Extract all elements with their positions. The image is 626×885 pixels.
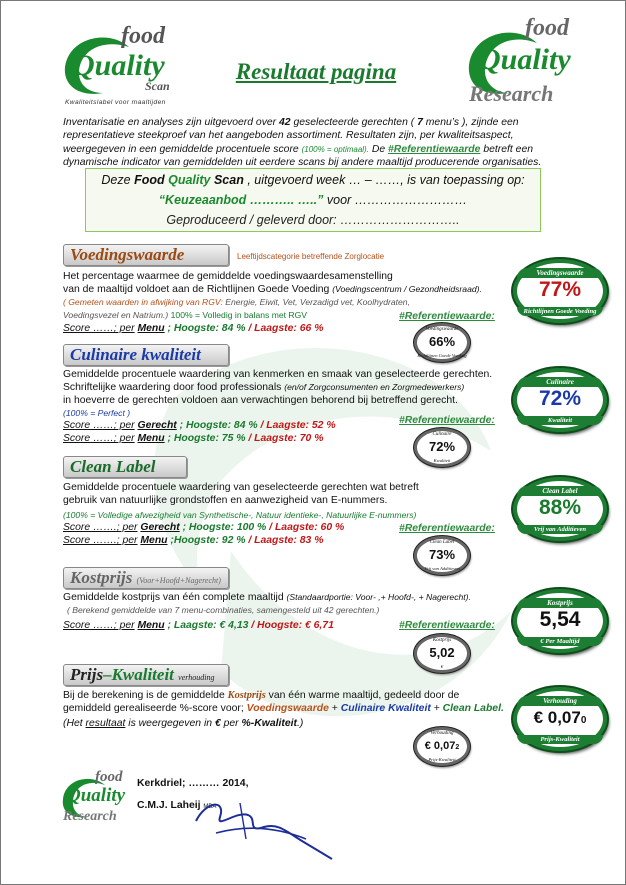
- scope-box: Deze Food Quality Scan , uitgevoerd week … – ……, is van toepassing op: “Keuzeaanbod ……….. …..” voor ……………………… Geproduceerd / geleverd door: ………………………..: [85, 168, 541, 232]
- section-header-kostprijs: Kostprijs (Voor+Hoofd+Nagerecht): [63, 567, 229, 589]
- section-header-prijs-kwaliteit: Prijs–Kwaliteit verhouding: [63, 664, 229, 686]
- clean-score-menu: Score …….; per Menu ;Hoogste: 92 % / Laagste: 83 %: [63, 535, 324, 546]
- reference-badge-clean: Clean Label 73% Vrij van Additieven: [414, 536, 470, 575]
- culinair-score-gerecht: Score ……; per Gerecht ; Hoogste: 84 % / Laagste: 52 %: [63, 420, 336, 431]
- section-header-culinaire-kwaliteit: Culinaire kwaliteit: [63, 344, 229, 366]
- logo-quality-text: Quality: [67, 785, 126, 806]
- referentiewaarde-label: #Referentiewaarde:: [399, 311, 495, 322]
- score-badge-kostprijs: Kostprijs 5,54 € Per Maaltijd: [513, 589, 607, 653]
- clean-text: Gemiddelde procentuele waardering van geselecteerde gerechten wat betreft gebruik van natuurlijke grondstoffen en aanwezigheid van E-nummers. (100% = Volledige afwezigheid van Synthetische-, Natuur identieke-, Natuurlijke E-nummers): [63, 482, 419, 520]
- logo-quality-text: Quality: [479, 43, 571, 76]
- prijs-kwaliteit-text: Bij de berekening is de gemiddelde Kostprijs van één warme maaltijd, gedeeld door de gemiddeld gerealiseerde %-score voor; Voedingswaarde + Culinaire Kwaliteit + Clean Label. (Het resultaat is weergegeven in € per %-Kwaliteit.): [63, 690, 504, 729]
- logo-quality-text: Quality: [73, 49, 165, 82]
- score-badge-culinaire-kwaliteit: Culinaire 72% Kwaliteit: [513, 368, 607, 432]
- reference-badge-kostprijs: Kostprijs 5,02 €: [414, 634, 470, 673]
- logo-scan-text: Scan: [145, 79, 170, 93]
- referentiewaarde-label: #Referentiewaarde:: [399, 415, 495, 426]
- culinair-score-menu: Score ……; per Menu ; Hoogste: 75 % / Laagste: 70 %: [63, 433, 324, 444]
- referentiewaarde-label: #Referentiewaarde:: [399, 620, 495, 631]
- score-badge-voedingswaarde: Voedingswaarde 77% Richtlijnen Goede Voeding: [513, 259, 607, 323]
- intro-paragraph: Inventarisatie en analyses zijn uitgevoerd over 42 geselecteerde gerechten ( 7 menu’s ), zijnde een representatieve steekproef van het aangeboden assortiment. Resultaten zijn, per kwaliteitsaspect, weergegeven in een gemiddelde procentuele score (100% = optimaal). De #Referentiewaarde betreft een dynamische indicator van gemiddelden uit eerdere scans bij andere maaltijd producerende organisaties.: [63, 117, 542, 169]
- signatory-name: C.M.J. Laheij MBA: [137, 800, 217, 811]
- referentiewaarde-label: #Referentiewaarde: [388, 143, 481, 155]
- reference-badge-prijs-kwaliteit: Verhouding € 0,072 Prijs-Kwaliteit: [414, 727, 470, 766]
- referentiewaarde-label: #Referentiewaarde:: [399, 523, 495, 534]
- voeding-text: Het percentage waarmee de gemiddelde voedingswaardesamenstelling van de maaltijd voldoet aan de Richtlijnen Goede Voeding (Voedingscentrum / Gezondheidsraad). ( Gemeten waarden in afwijking van RGV: Energie, Eiwit, Vet, Verzadigd vet, Koolhydraten, Voedingsvezel en Natrium.) 100% = Volledig in balans met RGV: [63, 271, 482, 320]
- logo-tagline: Kwaliteitslabel voor maaltijden: [65, 99, 166, 106]
- score-badge-clean-label: Clean Label 88% Vrij van Additieven: [513, 477, 607, 541]
- food-quality-scan-logo: [59, 23, 199, 111]
- page-title: Resultaat pagina: [235, 59, 397, 84]
- logo-food-text: food: [525, 15, 569, 41]
- section-header-voedingswaarde: Voedingswaarde: [63, 244, 229, 266]
- logo-food-text: food: [121, 23, 165, 49]
- section-subtitle: Leeftijdscategorie betreffende Zorglocatie: [237, 252, 385, 261]
- score-badge-prijs-kwaliteit: Verhouding € 0,070 Prijs-Kwaliteit: [513, 687, 607, 751]
- voeding-score-menu: Score ……; per Menu ; Hoogste: 84 % / Laagste: 66 %: [63, 323, 324, 334]
- reference-badge-voeding: Voedingswaarde 66% Richtlijnen Goede Voeding: [414, 323, 470, 362]
- logo-research-text: Research: [469, 81, 554, 106]
- logo-research-text: Research: [63, 809, 117, 824]
- logo-food-text: food: [95, 769, 123, 785]
- place-date: Kerkdriel; ……… 2014,: [137, 778, 249, 789]
- food-quality-research-logo: [463, 15, 593, 110]
- section-header-clean-label: Clean Label: [63, 456, 187, 478]
- kostprijs-score-menu: Score ……; per Menu ; Laagste: € 4,13 / Hoogste: € 6,71: [63, 620, 334, 631]
- culinair-text: Gemiddelde procentuele waardering van kenmerken en smaak van geselecteerde gerechten. Schriftelijke waardering door food professionals (en/of Zorgconsumenten en Zorgmedewerkers) in hoeverre de gerechten voldoen aan verwachtingen behorend bij betreffend gerecht. (100% = Perfect ): [63, 369, 493, 418]
- kostprijs-text: Gemiddelde kostprijs van één complete maaltijd (Standaardportie: Voor- ,+ Hoofd-, + Nagerecht). ( Berekend gemiddelde van 7 menu-combinaties, samengesteld uit 42 gerechten.): [63, 592, 471, 615]
- clean-score-gerecht: Score …….; per Gerecht ; Hoogste: 100 % / Laagste: 60 %: [63, 522, 345, 533]
- footer-logo: [59, 769, 139, 829]
- handwritten-signature: [186, 781, 336, 861]
- reference-badge-culinair: Culinaire 72% Kwaliteit: [414, 428, 470, 467]
